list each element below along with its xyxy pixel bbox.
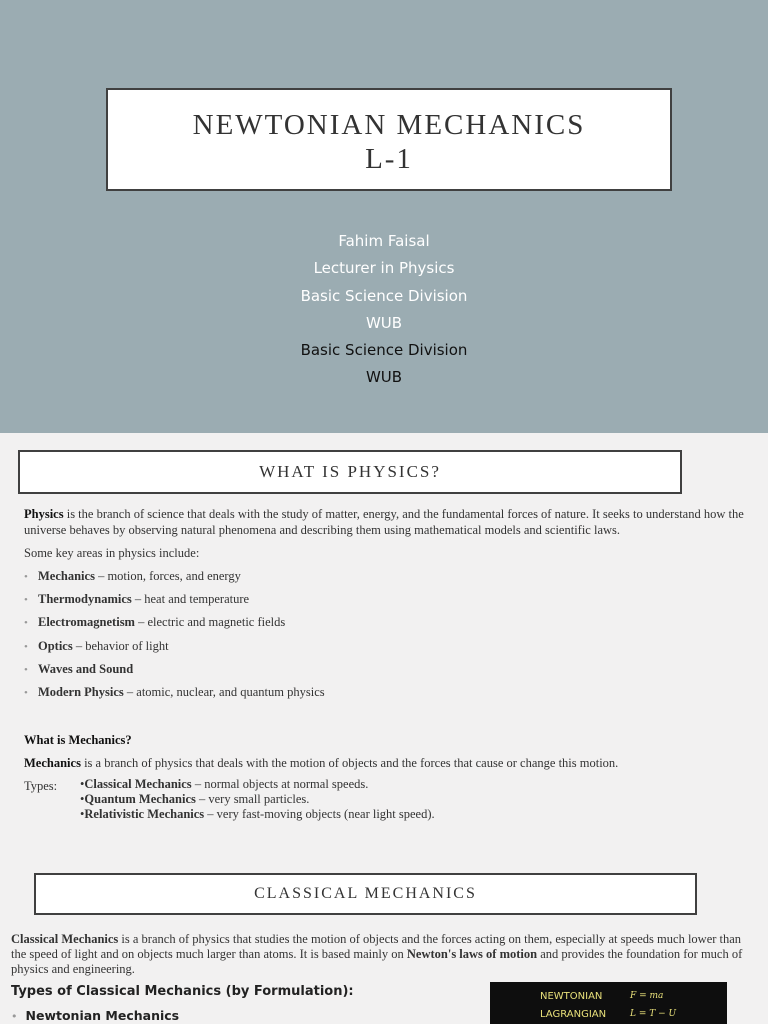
list-item: •Relativistic Mechanics – very fast-moving objects (near light speed). [80, 807, 435, 821]
author-division: Basic Science Division [300, 286, 468, 305]
bullet-icon: • [11, 1010, 18, 1023]
physics-definition-text: is the branch of science that deals with the study of matter, energy, and the fundamental forces of nature. It seeks to understand how the universe behaves by observing natural phenomena and describing them using mathematical models and scientific laws. [24, 507, 744, 537]
bullet-icon: • [24, 571, 28, 583]
mechanics-term: Mechanics [24, 756, 81, 770]
list-item: •Classical Mechanics – normal objects at normal speeds. [80, 777, 369, 791]
types-list [80, 777, 435, 822]
classical-definition: Classical Mechanics is a branch of physics that studies the motion of objects and the forces acting on them, especially at speeds much lower than the speed of light and on objects much larger than atoms. It is based mainly on Newton's laws of motion and provides the foundation for much of physics and engineering. [11, 932, 743, 976]
author-block [0, 228, 768, 392]
areas-intro: Some key areas in physics include: [24, 546, 200, 560]
list-item: • Modern Physics – atomic, nuclear, and quantum physics [24, 684, 325, 699]
physics-definition [24, 507, 749, 538]
list-item: • Optics – behavior of light [24, 638, 169, 653]
formulation-heading: Types of Classical Mechanics (by Formulation): [11, 984, 354, 999]
classical-term: Classical Mechanics [11, 932, 119, 946]
presentation-title: NEWTONIAN MECHANICS [192, 109, 586, 141]
list-item: • Newtonian Mechanics [11, 1008, 180, 1023]
title-slide [0, 0, 768, 433]
list-item: • Mechanics – motion, forces, and energy [24, 569, 241, 583]
author-org-repeat: WUB [365, 368, 403, 387]
list-item: • Electromagnetism – electric and magnetic fields [24, 615, 286, 630]
mechanics-definition-text: is a branch of physics that deals with the motion of objects and the forces that cause or change this motion. [80, 756, 619, 770]
bullet-icon: • [24, 663, 28, 676]
physics-heading: WHAT IS PHYSICS? [18, 450, 682, 494]
what-is-physics-slide [0, 433, 768, 863]
author-name: Fahim Faisal [338, 232, 430, 250]
list-item: • Thermodynamics – heat and temperature [24, 592, 250, 607]
list-item: • Waves and Sound [24, 661, 134, 676]
types-label: Types: [24, 779, 58, 793]
mechanics-definition [24, 756, 749, 772]
author-division-repeat: Basic Science Division [300, 341, 468, 360]
author-position: Lecturer in Physics [313, 259, 455, 278]
bullet-icon: • [24, 617, 28, 630]
title-box [106, 88, 672, 191]
bullet-icon: • [24, 594, 28, 607]
mechanics-question: What is Mechanics? [24, 733, 132, 747]
list-item: •Quantum Mechanics – very small particles. [80, 792, 310, 806]
physics-term: Physics [24, 507, 64, 521]
areas-list [24, 569, 325, 708]
classical-mechanics-slide [0, 863, 768, 1024]
formulation-thumbnail: NEWTONIAN F = ma LAGRANGIAN L = T − U [490, 982, 727, 1024]
classical-heading: CLASSICAL MECHANICS [34, 873, 697, 915]
bullet-icon: • [24, 640, 28, 653]
newton-laws-term: Newton's laws of motion [406, 947, 538, 961]
author-org: WUB [365, 313, 403, 332]
lecture-number: L-1 [365, 143, 413, 175]
bullet-icon: • [24, 686, 28, 699]
